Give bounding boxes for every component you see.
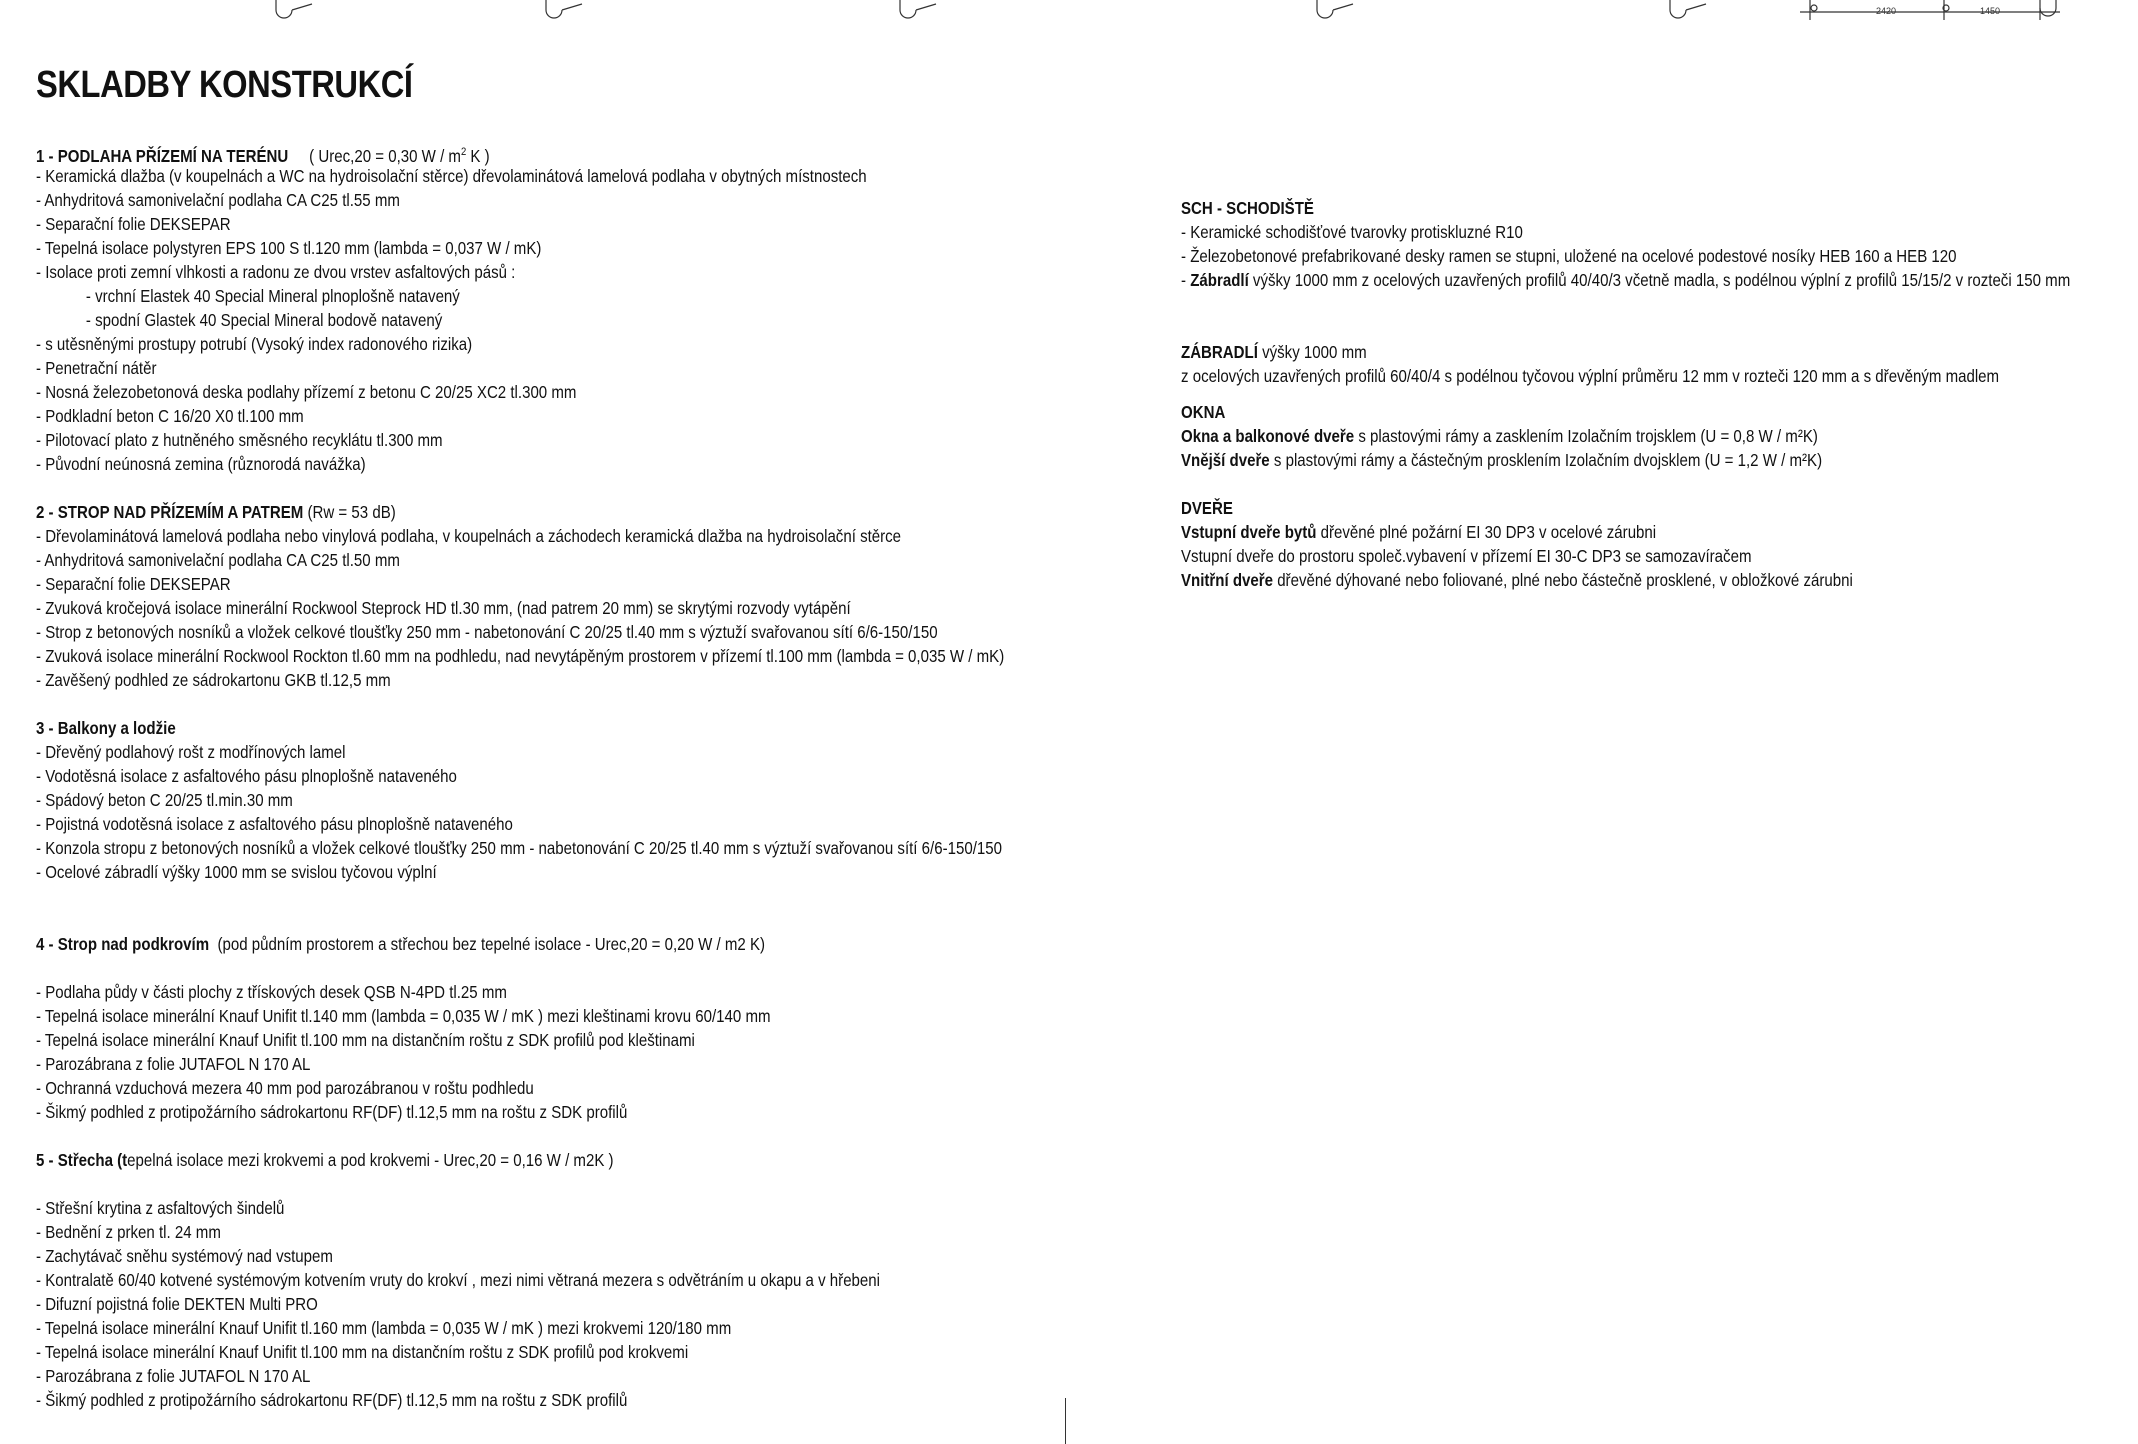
list-item: - Keramické schodišťové tvarovky protiskluzné R10 (1181, 222, 1523, 242)
list-item: - Tepelná isolace polystyren EPS 100 S tl.120 mm (lambda = 0,037 W / mK) (36, 238, 542, 258)
list-item: - Kontralatě 60/40 kotvené systémovým kotvením vruty do krokví , mezi nimi větraná mezera s odvětráním u okapu a v hřebeni (36, 1270, 881, 1290)
section-heading: 2 - STROP NAD PŘÍZEMÍM A PATREM (Rw = 53 dB) (36, 502, 396, 522)
list-item: - Železobetonové prefabrikované desky ramen se stupni, uložené na ocelové podestové nosíky HEB 160 a HEB 120 (1181, 246, 1957, 266)
list-item: - Nosná železobetonová deska podlahy přízemí z betonu C 20/25 XC2 tl.300 mm (36, 382, 577, 402)
list-item: - Parozábrana z folie JUTAFOL N 170 AL (36, 1366, 311, 1386)
right-column (1181, 196, 2138, 592)
list-item: - Bednění z prken tl. 24 mm (36, 1222, 221, 1242)
dimension-label: 1450 (1980, 6, 2001, 16)
page-title: SKLADBY KONSTRUKCÍ (36, 64, 413, 106)
section-doors (1181, 496, 2138, 592)
section-attic-ceiling (36, 932, 1162, 1124)
list-item: - Dřevěný podlahový rošt z modřínových lamel (36, 742, 346, 762)
section-windows (1181, 400, 2138, 472)
list-item: - Podlaha půdy v části plochy z třískových desek QSB N-4PD tl.25 mm (36, 982, 507, 1002)
list-item: - Isolace proti zemní vlhkosti a radonu ze dvou vrstev asfaltových pásů : (36, 262, 516, 282)
list-item: - Separační folie DEKSEPAR (36, 574, 231, 594)
drawing-top-edge (0, 0, 2138, 24)
list-item: - Parozábrana z folie JUTAFOL N 170 AL (36, 1054, 311, 1074)
divider-line (1065, 1398, 1066, 1444)
list-item: - s utěsněnými prostupy potrubí (Vysoký index radonového rizika) (36, 334, 473, 354)
section-heading: 3 - Balkony a lodžie (36, 718, 176, 738)
section-balconies (36, 716, 1162, 884)
list-item: Vnější dveře s plastovými rámy a částečným prosklením Izolačním dvojsklem (U = 1,2 W / m²K) (1181, 450, 1823, 470)
section-heading: 5 - Střecha (tepelná isolace mezi krokvemi a pod krokvemi - Urec,20 = 0,16 W / m2K ) (36, 1150, 614, 1170)
section-heading: DVEŘE (1181, 498, 1233, 518)
list-item: - Zvuková kročejová isolace minerální Rockwool Steprock HD tl.30 mm, (nad patrem 20 mm) se skrytými rozvody vytápění (36, 598, 851, 618)
list-item: - Zachytávač sněhu systémový nad vstupem (36, 1246, 333, 1266)
list-item: - Pojistná vodotěsná isolace z asfaltového pásu plnoplošně nataveného (36, 814, 513, 834)
section-railing (1181, 340, 2138, 388)
section-ceiling-ground-floor (36, 500, 1162, 692)
list-item: - spodní Glastek 40 Special Mineral bodově natavený (85, 310, 443, 330)
list-item: - Šikmý podhled z protipožárního sádrokartonu RF(DF) tl.12,5 mm na roštu z SDK profilů (36, 1390, 628, 1410)
section-heading: 4 - Strop nad podkrovím (pod půdním prostorem a střechou bez tepelné isolace - Urec,20 = 0,20 W / m2 K) (36, 934, 765, 954)
list-item: - Ochranná vzduchová mezera 40 mm pod parozábranou v roštu podhledu (36, 1078, 534, 1098)
list-item: - Anhydritová samonivelační podlaha CA C25 tl.55 mm (36, 190, 400, 210)
list-item: - Tepelná isolace minerální Knauf Unifit tl.100 mm na distančním roštu z SDK profilů pod kleštinami (36, 1030, 695, 1050)
list-item: - Anhydritová samonivelační podlaha CA C25 tl.50 mm (36, 550, 400, 570)
list-item: - Konzola stropu z betonových nosníků a vložek celkové tloušťky 250 mm - nabetonování C 20/25 tl.40 mm s výztuží svařovanou sítí 6/6-150/150 (36, 838, 1003, 858)
list-item: - Zábradlí výšky 1000 mm z ocelových uzavřených profilů 40/40/3 včetně madla, s podélnou výplní z profilů 15/15/2 v rozteči 150 mm (1181, 270, 2071, 290)
list-item: - Difuzní pojistná folie DEKTEN Multi PRO (36, 1294, 318, 1314)
list-item: - Tepelná isolace minerální Knauf Unifit tl.140 mm (lambda = 0,035 W / mK ) mezi kleštinami krovu 60/140 mm (36, 1006, 771, 1026)
list-item: z ocelových uzavřených profilů 60/40/4 s podélnou tyčovou výplní průměru 12 mm v rozteči 120 mm a s dřevěným madlem (1181, 366, 2000, 386)
list-item: - Ocelové zábradlí výšky 1000 mm se svislou tyčovou výplní (36, 862, 437, 882)
list-item: - Penetrační nátěr (36, 358, 157, 378)
list-item: - Separační folie DEKSEPAR (36, 214, 231, 234)
left-column (36, 140, 1162, 1412)
section-stairs (1181, 196, 2138, 292)
section-heading: OKNA (1181, 402, 1226, 422)
list-item: - Tepelná isolace minerální Knauf Unifit tl.100 mm na distančním roštu z SDK profilů pod krokvemi (36, 1342, 689, 1362)
section-floor-ground (36, 140, 1162, 476)
list-item: - Dřevolaminátová lamelová podlaha nebo vinylová podlaha, v koupelnách a záchodech keramická dlažba na hydroisolační stěrce (36, 526, 902, 546)
list-item: - Původní neúnosná zemina (různorodá navážka) (36, 454, 366, 474)
list-item: - Šikmý podhled z protipožárního sádrokartonu RF(DF) tl.12,5 mm na roštu z SDK profilů (36, 1102, 628, 1122)
list-item: - vrchní Elastek 40 Special Mineral plnoplošně natavený (85, 286, 460, 306)
list-item: Vstupní dveře do prostoru společ.vybavení v přízemí EI 30-C DP3 se samozavíračem (1181, 546, 1752, 566)
list-item: - Keramická dlažba (v koupelnách a WC na hydroisolační stěrce) dřevolaminátová lamelová podlaha v obytných místnostech (36, 166, 867, 186)
section-heading: ZÁBRADLÍ výšky 1000 mm (1181, 342, 1367, 362)
list-item: - Zvuková isolace minerální Rockwool Rockton tl.60 mm na podhledu, nad nevytápěným prostorem v přízemí tl.100 mm (lambda = 0,035 W / mK) (36, 646, 1005, 666)
list-item: - Tepelná isolace minerální Knauf Unifit tl.160 mm (lambda = 0,035 W / mK ) mezi krokvemi 120/180 mm (36, 1318, 732, 1338)
section-heading: SCH - SCHODIŠTĚ (1181, 198, 1314, 218)
section-roof (36, 1148, 1162, 1412)
list-item: - Střešní krytina z asfaltových šindelů (36, 1198, 285, 1218)
dimension-label: 2420 (1876, 6, 1897, 16)
list-item: - Zavěšený podhled ze sádrokartonu GKB tl.12,5 mm (36, 670, 391, 690)
list-item: Vstupní dveře bytů dřevěné plné požární EI 30 DP3 v ocelové zárubni (1181, 522, 1657, 542)
section-heading: 1 - PODLAHA PŘÍZEMÍ NA TERÉNU ( Urec,20 = 0,30 W / $m^2$ K ) (36, 145, 490, 166)
list-item: - Vodotěsná isolace z asfaltového pásu plnoplošně nataveného (36, 766, 457, 786)
list-item: Vnitřní dveře dřevěné dýhované nebo foliované, plné nebo částečně prosklené, v obložkové zárubni (1181, 570, 1853, 590)
list-item: - Podkladní beton C 16/20 X0 tl.100 mm (36, 406, 304, 426)
list-item: - Pilotovací plato z hutněného směsného recyklátu tl.300 mm (36, 430, 443, 450)
list-item: - Strop z betonových nosníků a vložek celkové tloušťky 250 mm - nabetonování C 20/25 tl.40 mm s výztuží svařovanou sítí 6/6-150/150 (36, 622, 938, 642)
list-item: - Spádový beton C 20/25 tl.min.30 mm (36, 790, 293, 810)
list-item: Okna a balkonové dveře s plastovými rámy a zasklením Izolačním trojsklem (U = 0,8 W / m²K) (1181, 426, 1818, 446)
